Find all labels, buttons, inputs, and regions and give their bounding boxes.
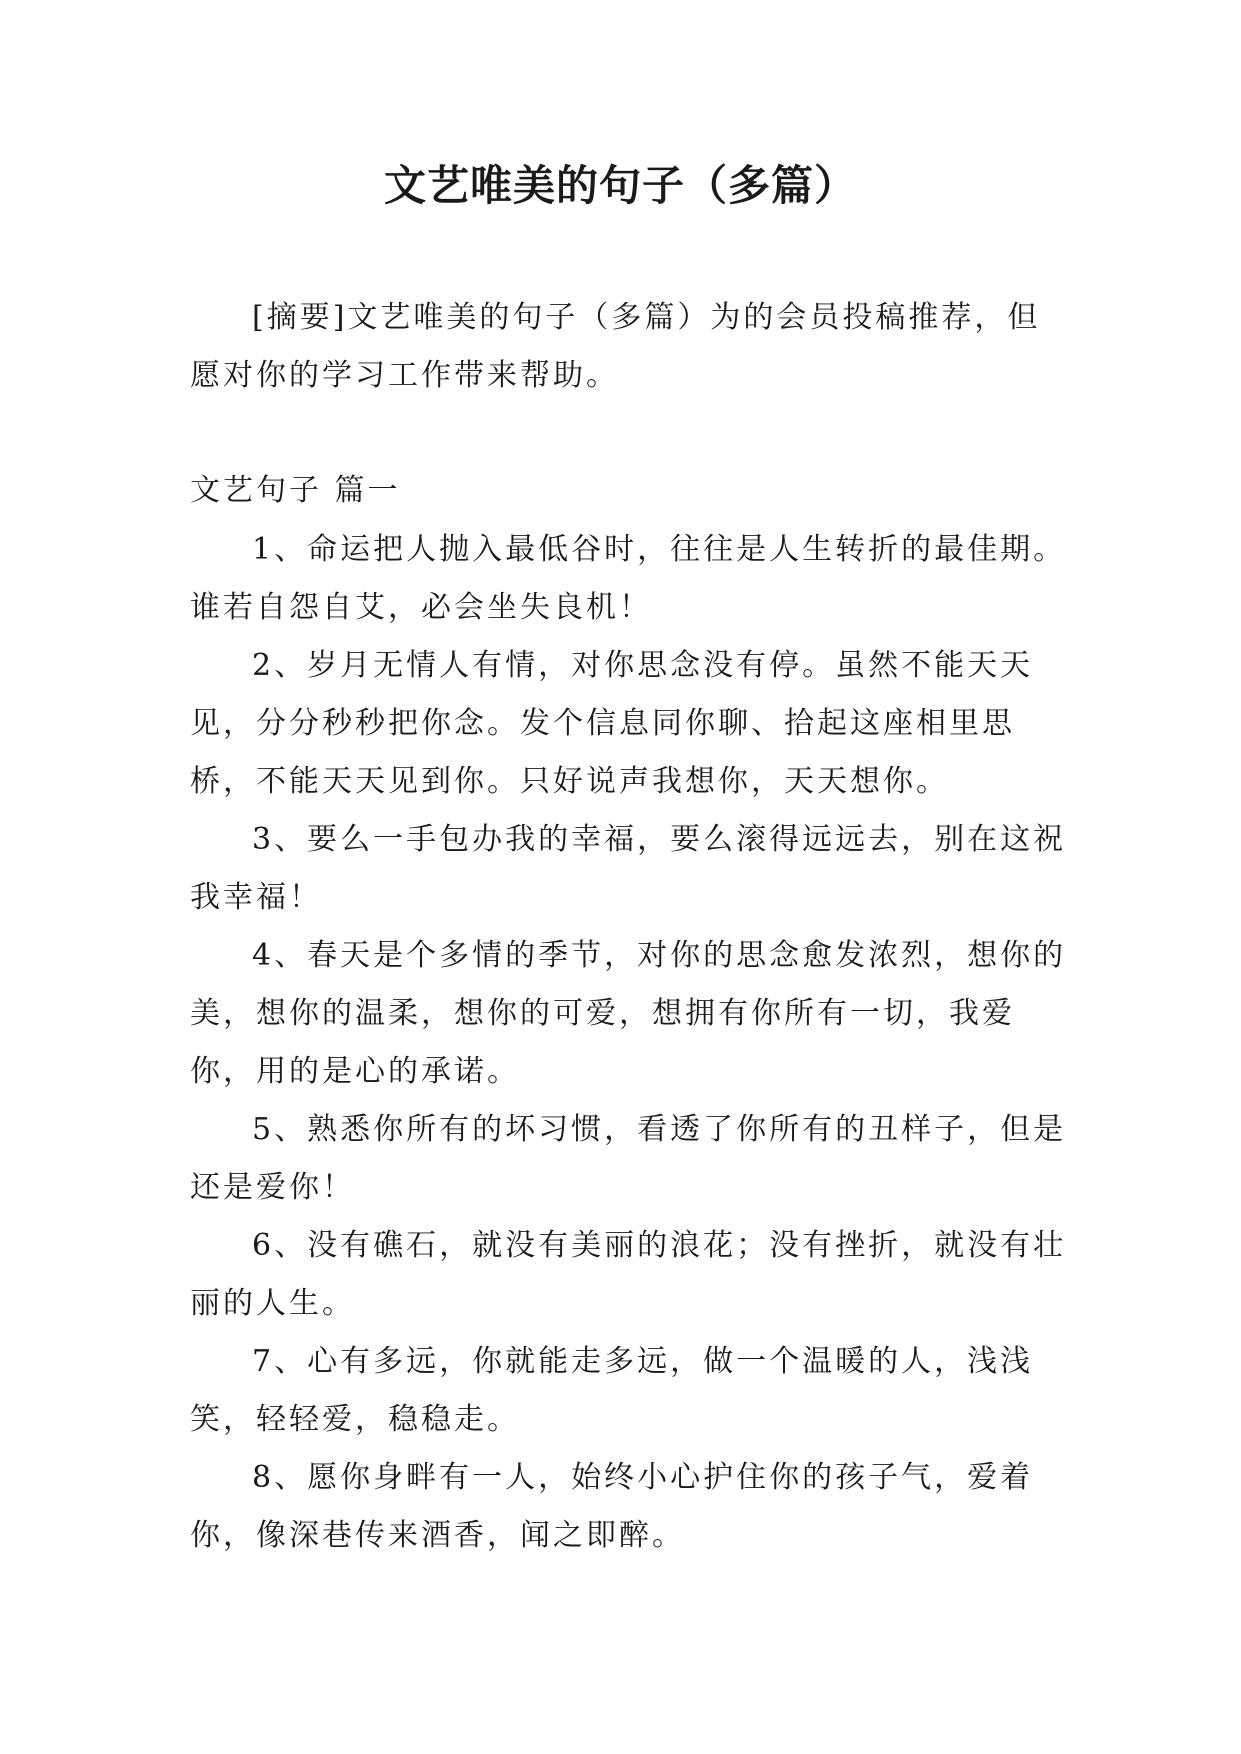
sentence-item-4: 4、春天是个多情的季节，对你的思念愈发浓烈，想你的美，想你的温柔，想你的可爱，想拥有你所有一切，我爱你，用的是心的承诺。 — [190, 938, 1067, 1089]
sentence-item-3: 3、要么一手包办我的幸福，要么滚得远远去，别在这祝我幸福！ — [190, 822, 1067, 915]
document-title: 文艺唯美的句子（多篇） — [383, 161, 857, 210]
sentence-item-7: 7、心有多远，你就能走多远，做一个温暖的人，浅浅笑，轻轻爱，稳稳走。 — [190, 1344, 1034, 1437]
sentence-item-1: 1、命运把人抛入最低谷时，往往是人生转折的最佳期。谁若自怨自艾，必会坐失良机！ — [190, 532, 1067, 625]
sentence-item-6: 6、没有礁石，就没有美丽的浪花；没有挫折，就没有壮丽的人生。 — [190, 1228, 1067, 1321]
section-heading: 文艺句子 篇一 — [190, 473, 401, 508]
sentence-item-2: 2、岁月无情人有情，对你思念没有停。虽然不能天天见，分分秒秒把你念。发个信息同你聊、拾起这座相里思桥，不能天天见到你。只好说声我想你，天天想你。 — [190, 648, 1034, 799]
abstract-paragraph: [摘要]文艺唯美的句子（多篇）为的会员投稿推荐，但愿对你的学习工作带来帮助。 — [190, 300, 1041, 393]
sentence-list — [190, 521, 1070, 1565]
sentence-item-5: 5、熟悉你所有的坏习惯，看透了你所有的丑样子，但是还是爱你！ — [190, 1112, 1067, 1205]
sentence-item-8: 8、愿你身畔有一人，始终小心护住你的孩子气，爱着你，像深巷传来酒香，闻之即醉。 — [190, 1460, 1034, 1553]
